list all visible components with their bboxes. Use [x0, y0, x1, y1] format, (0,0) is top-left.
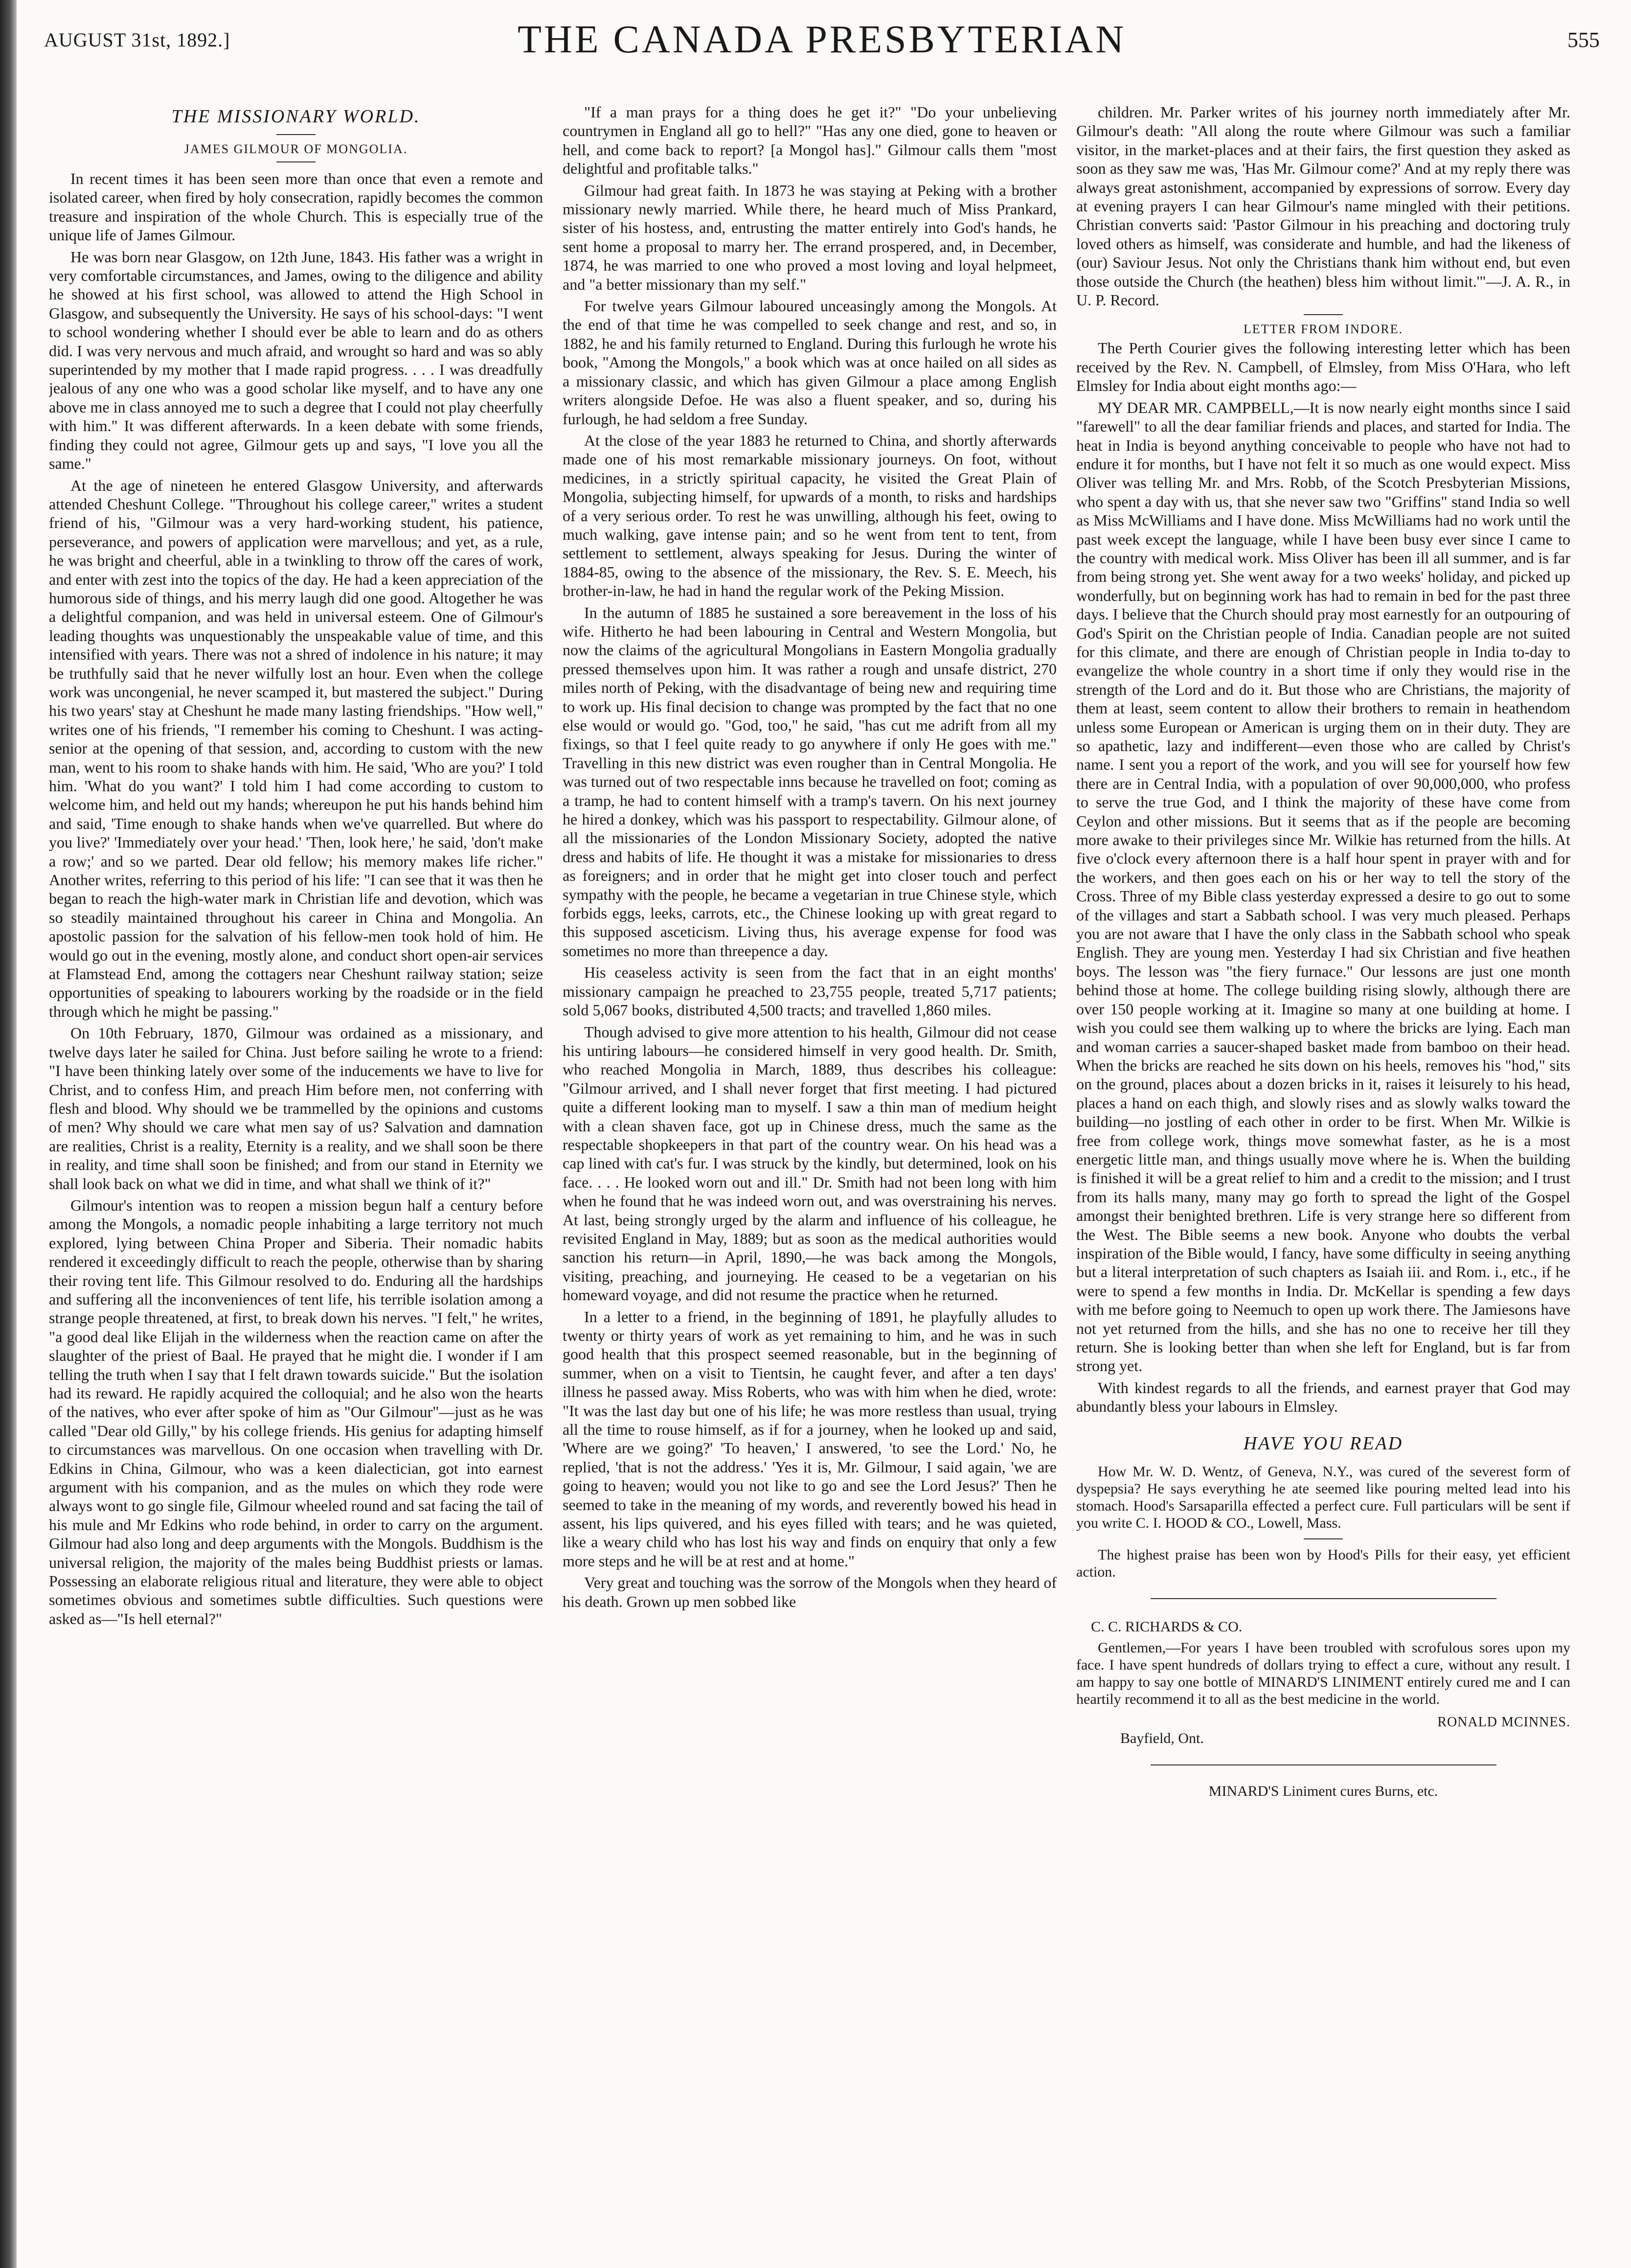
ad-firm: C. C. RICHARDS & CO. [1091, 1618, 1243, 1635]
column-1 [49, 103, 543, 2226]
paragraph: He was born near Glasgow, on 12th June, 1843. His father was a wright in very comfortable circumstances, and James, owing to the diligence and ability he showed at his first school, was allowed to attend the High School in Glasgow, and subsequently the University. He says of his school-days: "I went to school wondering whether I should ever be able to learn and do as others did. I was very nervous and much afraid, and wrought so hard and was so ably superintended by my mother that I made rapid progress. . . . I was dreadfully jealous of any one who was a good scholar like myself, and to have any one above me in class annoyed me to such a degree that I could not play cheerfully with him." It was different afterwards. In a keen debate with some friends, finding they could not agree, Gilmour gets up and says, "I love you all the same." [49, 248, 543, 473]
divider [1151, 1764, 1496, 1765]
ad-title: HAVE YOU READ [1243, 1433, 1404, 1454]
issue-date: AUGUST 31st, 1892.] [44, 29, 230, 51]
column-2 [563, 103, 1057, 2226]
paragraph: The Perth Courier gives the following interesting letter which has been received by the Rev. N. Campbell, of Elmsley, from Miss O'Hara, who left Elmsley for India about eight months ago:— [1076, 339, 1570, 395]
testimonial-signature: RONALD MCINNES. [1437, 1714, 1570, 1730]
masthead [44, 18, 1600, 71]
paragraph: Gilmour's intention was to reopen a mission begun half a century before among the Mongols, a nomadic people inhabiting a large territory not much explored, lying between China Proper and Siberia. Their nomadic habits rendered it exceedingly difficult to reach the people, otherwise than by sharing their roving tent life. This Gilmour resolved to do. Enduring all the hardships and suffering all the inconveniences of tent life, his terrible isolation among a strange people threatened, at first, to break down his nerves. "I felt," he writes, "a good deal like Elijah in the wilderness when the reaction came on after the slaughter of the priest of Baal. He prayed that he might die. I wonder if I am telling the truth when I say that I felt drawn towards suicide." But the isolation had its reward. He rapidly acquired the colloquial; and he also won the hearts of the natives, who ever after spoke of him as "Our Gilmour"—just as he was called "Dear old Gilly," by his college friends. His genius for adapting himself to circumstances was marvellous. On one occasion when travelling with Dr. Edkins in China, Gilmour, who was a keen dialectician, got into earnest argument with his companion, and as the mules on which they rode were always wont to go single file, Gilmour wheeled round and sat facing the tail of his mule and Mr Edkins who rode behind, in order to carry on the argument. Gilmour had also long and deep arguments with the Mongols. Buddhism is the universal religion, the majority of the males being Buddhist priests or lamas. Possessing an elaborate religious ritual and literature, they were able to object sometimes obvious and sometimes subtle difficulties. Such questions were asked as—"Is hell eternal?" [49, 1196, 543, 1627]
divider [276, 161, 316, 162]
paragraph: "If a man prays for a thing does he get it?" "Do your unbelieving countrymen in England all go to hell?" "Has any one died, gone to heaven or hell, and come back to report? [a Mongol has]." Gilmour calls them "most delightful and profitable talks." [563, 103, 1057, 178]
paragraph: Very great and touching was the sorrow of the Mongols when they heard of his death. Grown up men sobbed like [563, 1574, 1057, 1610]
paragraph: His ceaseless activity is seen from the fact that in an eight months' missionary campaign he preached to 23,755 people, treated 5,717 patients; sold 5,067 books, distributed 4,500 tracts; and travelled 1,860 miles. [563, 963, 1057, 1019]
column-3 [1076, 103, 1570, 2226]
page-number: 555 [1567, 28, 1600, 52]
paragraph: At the close of the year 1883 he returned to China, and shortly afterwards made one of his most remarkable missionary journeys. On foot, without medicines, in a strictly spiritual capacity, he visited the Great Plain of Mongolia, subjecting himself, for upwards of a month, to risks and hardships of a very serious order. To rest he was unwilling, although his feet, owing to much walking, gave intense pain; and so he went from tent to tent, from settlement to settlement, always speaking for Jesus. During the winter of 1884-85, owing to the absence of the missionary, the Rev. S. E. Meech, his brother-in-law, he had in hand the regular work of the Peking Mission. [563, 431, 1057, 600]
divider [1151, 1598, 1496, 1599]
paragraph: In recent times it has been seen more than once that even a remote and isolated career, when fired by holy consecration, rapidly becomes the common treasure and inspiration of the whole Church. This is especially true of the unique life of James Gilmour. [49, 170, 543, 244]
paragraph: At the age of nineteen he entered Glasgow University, and afterwards attended Cheshunt College. "Throughout his college career," writes a student friend of his, "Gilmour was a very hard-working student, his patience, perseverance, and powers of application were marvellous; and yet, as a rule, he was bright and cheerful, able in a twinkling to throw off the cares of work, and enter with zest into the topics of the day. He had a keen appreciation of the humorous side of things, and his merry laugh did one good. Altogether he was a delightful companion, and was held in universal esteem. One of Gilmour's leading thoughts was unquestionably the unspeakable value of time, and this intensified with years. There was not a shred of indolence in his nature; it may be truthfully said that he never wilfully lost an hour. Even when the college work was uncongenial, he never scamped it, but mastered the subject." During his two years' stay at Cheshunt he made many lasting friendships. "How well," writes one of his friends, "I remember his coming to Cheshunt. I was acting-senior at the opening of that session, and, according to custom with the new man, went to his room to shake hands with him. He said, 'Who are you?' I told him. 'What do you want?' I told him I had come according to custom to welcome him, and held out my hands; whereupon he put his hands behind him and said, 'Time enough to shake hands when we've quarrelled. But where do you live?' 'Immediately over your head.' 'Then, look here,' he said, 'don't make a row;' and so we parted. Dear old fellow; his memory makes life richer." Another writes, referring to this period of his life: "I can see that it was then he began to reach the high-water mark in Christian life and devotion, which was so steadily maintained throughout his career in China and Mongolia. An apostolic passion for the salvation of his fellow-men took hold of him. He would go out in the evening, mostly alone, and conduct short open-air services at Flamstead End, among the cottagers near Cheshunt railway station; seize opportunities of speaking to labourers working by the roadside or in the field through which he might be passing." [49, 476, 543, 1020]
paragraph: Gilmour had great faith. In 1873 he was staying at Peking with a brother missionary newly married. While there, he heard much of Miss Prankard, sister of his hostess, and, entrusting the matter entirely into God's hands, he sent home a proposal to marry her. The errand prospered, and, in December, 1874, he was married to one who proved a most loving and loyal helpmeet, and "a better missionary than my self." [563, 181, 1057, 293]
newspaper-title: THE CANADA PRESBYTERIAN [518, 18, 1126, 61]
paragraph: MY DEAR MR. CAMPBELL,—It is now nearly eight months since I said "farewell" to all the dear familiar friends and places, and started for India. The heat in India is beyond anything conceivable to people who have not had to endure it for months, but I have not felt it so much as one would expect. Miss Oliver was telling Mr. and Mrs. Robb, of the Scotch Presbyterian Missions, who spent a day with us, that she never saw two "Griffins" stand India so well as Miss McWilliams and I have done. Miss McWilliams had no work until the past week except the language, while I have been busy ever since I came to the country with medical work. Miss Oliver has been ill all summer, and is far from being strong yet. She went away for a two weeks' holiday, and picked up wonderfully, but on beginning work has had to remain in bed for the past three days. I believe that the Church should pray most earnestly for an outpouring of God's Spirit on the Christian people of India. Canadian people are not suited for this climate, and there are enough of Christian people in India to-day to evangelize the whole country in a short time if only they would rise in the strength of the Lord and do it. But those who are Christians, the majority of them at least, seem content to allow their brothers to remain in heathendom unless some European or American is urging them on in their duty. They are so apathetic, lazy and indifferent—even those who are called by Christ's name. I sent you a report of the work, and you will see for yourself how few there are in Central India, with a population of over 90,000,000, who profess to serve the true God, and I think the majority of these have come from Ceylon and other missions. But it seems that as if the people are becoming more awake to their privileges since Mr. Wilkie has returned from the hills. At five o'clock every afternoon there is a half hour spent in prayer with and for the workers, and then goes each on his or her way to tell the story of the Cross. Three of my Bible class yesterday expressed a desire to go out to some of the villages and start a Sabbath school. I was very much pleased. Perhaps you are not aware that I have the only class in the Sabbath school who speak English. They are young men. Yesterday I had six Christian and five heathen boys. The lesson was "the fiery furnace." Our lessons are just one month behind those at home. The college building rising slowly, although there are over 150 people working at it. Imagine so many at one building at home. I wish you could see them walking up to where the bricks are lying. Each man and woman carries a saucer-shaped basket made from bamboo on their head. When the bricks are reached he sits down on his heels, removes his "hod," sits on the ground, places about a dozen bricks in it, raises it leisurely to his head, places a hand on each thigh, and slowly rises and as slowly walks toward the building—no jostling of each other in order to be first. When Mr. Wilkie is free from college work, things move somewhat faster, as he is a most energetic little man, and things usually move where he is. When the building is finished it will be a great relief to him and a credit to the mission; and I trust from its halls many, many may go forth to spread the light of the Gospel amongst their benighted brethren. Life is very strange here so different from the West. The Bible seems a new book. Anyone who doubts the verbal inspiration of the Bible would, I fancy, have some difficulty in seeing anything but a literal interpretation of such chapters as Isaiah iii. and Rom. i., etc., if he were to spend a few months in India. Dr. McKellar is spending a few days with me before going to Neemuch to open up work there. The Jamiesons have not yet returned from the hills, and she has no one to receive her till they return. She is looking better than when she left for England, but is far from strong yet. [1076, 398, 1570, 1375]
article-byline: JAMES GILMOUR OF MONGOLIA. [184, 142, 408, 156]
paragraph: In the autumn of 1885 he sustained a sore bereavement in the loss of his wife. Hitherto he had been labouring in Central and Western Mongolia, but now the claims of the agricultural Mongolians in Eastern Mongolia gradually pressed themselves upon him. It was rather a rough and unsafe district, 270 miles north of Peking, with the disadvantage of being new and requiring time to work up. His final decision to change was prompted by the fact that no one else would or would go. "God, too," he said, "has cut me adrift from all my fixings, so that I feel quite ready to go anywhere if only He goes with me." Travelling in this new district was even rougher than in Central Mongolia. He was turned out of two respectable inns because he travelled on foot; coming as a tramp, he had to content himself with a tramp's tavern. On his next journey he hired a donkey, which was his passport to respectability. Gilmour alone, of all the missionaries of the London Missionary Society, adopted the native dress and habits of life. He thought it was a mistake for missionaries to dress as foreigners; and in order that he might get into closer touch and perfect sympathy with the people, he became a vegetarian in true Chinese style, which forbids eggs, leeks, carrots, etc., the Chinese looking up with great regard to this supposed asceticism. Living thus, his average expense for food was sometimes no more than threepence a day. [563, 603, 1057, 960]
paragraph: In a letter to a friend, in the beginning of 1891, he playfully alludes to twenty or thirty years of work as yet remaining to him, and he was in such good health that this prospect seemed reasonable, but in the beginning of summer, when on a visit to Tientsin, he caught fever, and after a ten days' illness he passed away. Miss Roberts, who was with him when he died, wrote: "It was the last day but one of his life; he was more restless than usual, trying all the time to rouse himself, as if for a journey, when he looked up and said, 'Where are we going?' 'To heaven,' I answered, 'to see the Lord.' No, he replied, 'that is not the address.' 'Yes it is, Mr. Gilmour, I said again, 'we are going to heaven; would you not like to go and see the Lord Jesus?' Then he seemed to take in the meaning of my words, and reverently bowed his head in assent, his lips quivered, and his eyes filled with tears; and he was quieted, like a weary child who has lost his way and finds on enquiry that only a few more steps and he will be at rest and at home." [563, 1307, 1057, 1570]
divider [1304, 314, 1343, 315]
paragraph: With kindest regards to all the friends, and earnest prayer that God may abundantly bless your labours in Elmsley. [1076, 1378, 1570, 1416]
paragraph: For twelve years Gilmour laboured unceasingly among the Mongols. At the end of that time he was compelled to seek change and rest, and so, in 1882, he and his family returned to England. During this furlough he wrote his book, "Among the Mongols," a book which was at once hailed on all sides as a missionary classic, and which has given Gilmour a place among English writers alongside Defoe. He was also a fluent speaker, and so, during his furlough, he had seldom a free Sunday. [563, 297, 1057, 428]
paragraph: Though advised to give more attention to his health, Gilmour did not cease his untiring labours—he considered himself in very good health. Dr. Smith, who reached Mongolia in March, 1889, thus describes his colleague: "Gilmour arrived, and I shall never forget that first meeting. I had pictured quite a different looking man to myself. I saw a thin man of medium height with a clean shaven face, got up in Chinese dress, much the same as the respectable shopkeepers in that part of the country wear. On his head was a cap lined with cat's fur. I was struck by the kindly, but determined, look on his face. . . . He looked worn out and ill." Dr. Smith had not been long with him when he found that he was indeed worn out, and was overstraining his nerves. At last, being strongly urged by the alarm and influence of his colleague, he revisited England in May, 1889; but as soon as the medical authorities would sanction his return—in April, 1890,—he was back among the Mongols, visiting, preaching, and journeying. He ceased to be a vegetarian on his homeward voyage, and did not resume the practice when he returned. [563, 1023, 1057, 1304]
minard-ad: MINARD'S Liniment cures Burns, etc. [1208, 1783, 1438, 1799]
section-title: THE MISSIONARY WORLD. [171, 106, 421, 127]
testimonial-body: Gentlemen,—For years I have been troubled with scrofulous sores upon my face. I have spent hundreds of dollars trying to effect a cure, without any result. I am happy to say one bottle of MINARD'S LINIMENT entirely cured me and I can heartily recommend it to all as the best medicine in the world. [1076, 1639, 1570, 1707]
divider [276, 134, 316, 135]
paragraph: On 10th February, 1870, Gilmour was ordained as a missionary, and twelve days later he sailed for China. Just before sailing he wrote to a friend: "I have been thinking lately over some of the inducements we have to live for Christ, and to confess Him, and preach Him before men, not conferring with flesh and blood. Why should we be trammelled by the opinions and customs of men? Why should we care what men say of us? Salvation and damnation are realities, Christ is a reality, Eternity is a reality, and we shall soon be there in reality, and time shall soon be finished; and from our stand in Eternity we shall look back on what we did in time, and what shall we think of it?" [49, 1024, 543, 1192]
ad-note: The highest praise has been won by Hood's Pills for their easy, yet efficient action. [1076, 1546, 1570, 1580]
divider [1304, 1538, 1343, 1539]
testimonial-location: Bayfield, Ont. [1120, 1730, 1204, 1746]
paragraph: children. Mr. Parker writes of his journey north immediately after Mr. Gilmour's death: "All along the route where Gilmour was such a familiar visitor, in the market-places and at their fairs, the first question they asked as soon as they saw me was, 'Has Mr. Gilmour come?' And at my reply there was always great astonishment, accompanied by expressions of sorrow. Every day at evening prayers I can hear Gilmour's name mingled with their petitions. Christian converts said: 'Pastor Gilmour in his preaching and doctoring truly loved others as himself, was considerate and humble, and had the likeness of (our) Saviour Jesus. Not only the Christians thank him without end, but even those outside the Church (the heathen) bless him without limit.'"—J. A. R., in U. P. Record. [1076, 103, 1570, 309]
ad-body: How Mr. W. D. Wentz, of Geneva, N.Y., was cured of the severest form of dyspepsia? He says everything he ate seemed like pouring melted lead into his stomach. Hood's Sarsaparilla effected a perfect cure. Full particulars will be sent if you write C. I. HOOD & CO., Lowell, Mass. [1076, 1463, 1570, 1531]
letter-title: LETTER FROM INDORE. [1243, 322, 1404, 337]
binding-edge [0, 0, 17, 2268]
